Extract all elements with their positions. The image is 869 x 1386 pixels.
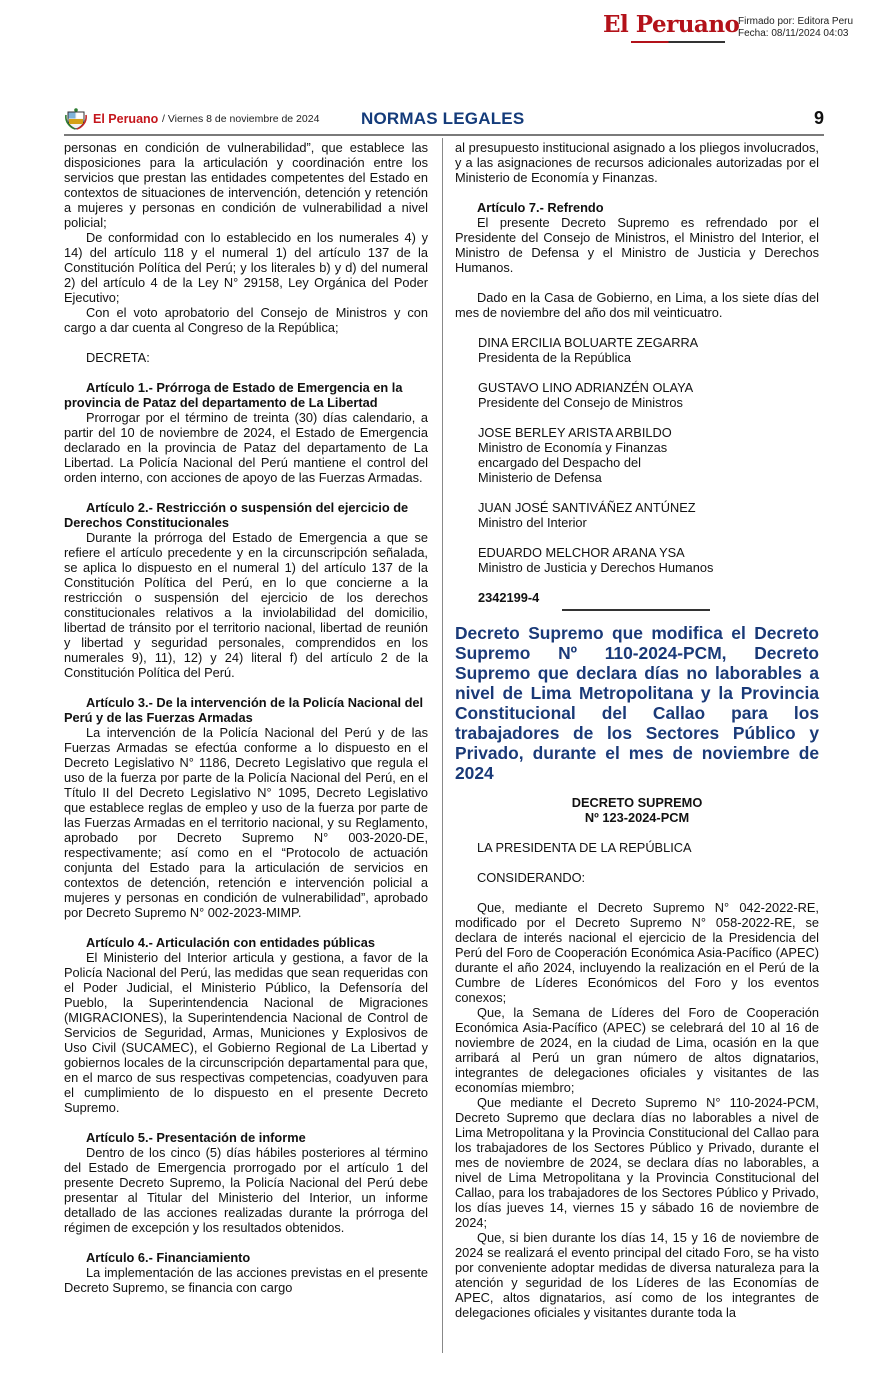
signatory-role: Ministro del Interior bbox=[478, 515, 587, 530]
article-5-title: Artículo 5.- Presentación de informe bbox=[86, 1130, 306, 1145]
article-3-title: Artículo 3.- De la intervención de la Policía Nacional del Perú y de las Fuerzas Armadas bbox=[64, 695, 424, 725]
paragraph: Que, mediante el Decreto Supremo N° 042-2022-RE, modificado por el Decreto Supremo N° 058-2022-RE, se declara de interés nacional el ejercicio de la Presidencia del Perú del Foro de Cooperación Económica Asia-Pacífico (APEC) durante el año 2024, incluyendo la realización en el Perú de la Cumbre de Líderes Económicos del Foro y los eventos conexos; bbox=[455, 899, 819, 1005]
signatory-name: DINA ERCILIA BOLUARTE ZEGARRA bbox=[478, 335, 699, 350]
paragraph: personas en condición de vulnerabilidad”, que establece las disposiciones para la articulación y coordinación entre los servicios que prestan las entidades competentes del Estado en contextos de situaciones de intervención, detención y retención a mujeres y personas en condición de vulnerabilidad a nivel policial; bbox=[64, 140, 428, 230]
signatory-block bbox=[455, 335, 819, 365]
signatory-name: JOSE BERLEY ARISTA ARBILDO bbox=[478, 425, 672, 440]
considerando-heading: CONSIDERANDO: bbox=[477, 869, 586, 885]
decreta-heading: DECRETA: bbox=[86, 350, 150, 365]
norm-title: Decreto Supremo que modifica el Decreto Supremo Nº 110-2024-PCM, Decreto Supremo que declara días no laborables a nivel de Lima Metropolitana y la Provincia Constitucional del Callao para los trabajadores de los Sectores Público y Privado, durante el mes de noviembre de 2024 bbox=[455, 622, 819, 783]
page-number: 9 bbox=[813, 108, 824, 128]
column-divider bbox=[442, 138, 443, 1353]
paragraph: Que mediante el Decreto Supremo N° 110-2024-PCM, Decreto Supremo que declara días no laborables a nivel de Lima Metropolitana y la Provincia Constitucional del Callao para los trabajadores de los Sectores Público y Privado, durante el mes de noviembre de 2024, se declara días no laborables, a nivel de Lima Metropolitana y la Provincia Constitucional del Callao, para los trabajadores de los Sectores Público y Privado, los días jueves 14, viernes 15 y sábado 16 de noviembre de 2024; bbox=[455, 1094, 819, 1230]
signature-date: Fecha: 08/11/2024 04:03 bbox=[738, 28, 849, 39]
decree-label: DECRETO SUPREMO bbox=[571, 794, 703, 810]
norm-code: 2342199-4 bbox=[478, 590, 540, 605]
logo-underline bbox=[631, 41, 725, 43]
article-3-body: La intervención de la Policía Nacional del Perú y de las Fuerzas Armadas se efectúa conforme a lo dispuesto en el Decreto Legislativo N° 1186, Decreto Legislativo que regula el uso de la fuerza por parte de la Policía Nacional del Perú, en el Título II del Decreto Legislativo N° 1095, Decreto Legislativo que establece reglas de empleo y uso de la fuerza por parte de las Fuerzas Armadas en el territorio nacional, y su Reglamento, aprobado por Decreto Supremo N° 003-2020-DE, respectivamente; así como en el “Protocolo de actuación conjunta del Estado para la articulación de servicios en contextos de detención, retención e intervención policial a mujeres y personas en condición de vulnerabilidad”, aprobado por Decreto Supremo N° 002-2023-MIMP. bbox=[64, 725, 428, 920]
right-column bbox=[455, 140, 819, 1320]
coat-of-arms-icon bbox=[64, 107, 88, 131]
article-2-body: Durante la prórroga del Estado de Emergencia a que se refiere el artículo precedente y en la circunscripción señalada, se aplica lo dispuesto en el numeral 1) del artículo 137 de la Constitución Política del Perú, en lo que concierne a la restricción o suspensión del ejercicio de los derechos constitucionales relativos a la inviolabilidad del domicilio, libertad de tránsito por el territorio nacional, libertad de reunión y libertad y seguridad personales, comprendidos en los numerales 9), 11), 12) y 24) literal f) del artículo 2 de la Constitución Política del Perú. bbox=[64, 530, 428, 680]
header-divider bbox=[64, 134, 824, 136]
logo-text: El Peruano bbox=[603, 11, 740, 38]
paragraph: Que, si bien durante los días 14, 15 y 16 de noviembre de 2024 se realizará el evento principal del citado Foro, se ha visto por conveniente adoptar medidas de diversa naturaleza para la atención y seguridad de los Líderes de las Economías de APEC, altos dignatarios, así como de los integrantes de delegaciones oficiales y visitantes durante toda la bbox=[455, 1229, 819, 1320]
article-6-body: La implementación de las acciones previstas en el presente Decreto Supremo, se financia con cargo bbox=[64, 1265, 428, 1295]
signatory-block bbox=[455, 380, 819, 410]
signatory-role: Ministerio de Defensa bbox=[478, 470, 602, 485]
paragraph: Que, la Semana de Líderes del Foro de Cooperación Económica Asia-Pacífico (APEC) se celebrará del 10 al 16 de noviembre de 2024, en la ciudad de Lima, ocasión en la que arribará al Perú un gran número de altos dignatarios, integrantes de delegaciones oficiales y visitantes de las economías miembro; bbox=[455, 1004, 819, 1095]
article-4-title: Artículo 4.- Articulación con entidades públicas bbox=[86, 935, 375, 950]
issue-date: / Viernes 8 de noviembre de 2024 bbox=[162, 113, 320, 125]
section-title: NORMAS LEGALES bbox=[361, 109, 525, 128]
article-6-title: Artículo 6.- Financiamiento bbox=[86, 1250, 251, 1265]
article-2-title: Artículo 2.- Restricción o suspensión del ejercicio de Derechos Constitucionales bbox=[64, 500, 409, 530]
signatory-name: GUSTAVO LINO ADRIANZÉN OLAYA bbox=[478, 380, 694, 395]
article-1-title: Artículo 1.- Prórroga de Estado de Emergencia en la provincia de Pataz del departamento de La Libertad bbox=[64, 380, 403, 410]
signatory-role: Presidente del Consejo de Ministros bbox=[478, 395, 683, 410]
paragraph: De conformidad con lo establecido en los numerales 4) y 14) del artículo 118 y el numeral 1) del artículo 137 de la Constitución Política del Perú; y los literales b) y d) del numeral 2) del artículo 4 de la Ley N° 29158, Ley Orgánica del Poder Ejecutivo; bbox=[64, 230, 428, 305]
publication-name: El Peruano bbox=[93, 112, 159, 126]
issuer-line: LA PRESIDENTA DE LA REPÚBLICA bbox=[477, 839, 692, 855]
article-7-body: El presente Decreto Supremo es refrendado por el Presidente del Consejo de Ministros, el Ministro del Interior, el Ministro de Defensa y el Ministro de Justicia y Derechos Humanos. bbox=[455, 215, 819, 275]
digital-signature bbox=[738, 16, 853, 40]
dado-paragraph: Dado en la Casa de Gobierno, en Lima, a los siete días del mes de noviembre del año dos mil veinticuatro. bbox=[455, 290, 819, 320]
signatory-block bbox=[455, 425, 819, 485]
paragraph: Con el voto aprobatorio del Consejo de Ministros y con cargo a dar cuenta al Congreso de la República; bbox=[64, 305, 428, 335]
article-5-body: Dentro de los cinco (5) días hábiles posteriores al término del Estado de Emergencia prorrogado por el artículo 1 del presente Decreto Supremo, la Policía Nacional del Perú debe presentar al Titular del Ministerio del Interior, un informe detallado de las acciones realizadas durante la prórroga del régimen de excepción y los resultados obtenidos. bbox=[64, 1145, 428, 1235]
article-4-body: El Ministerio del Interior articula y gestiona, a favor de la Policía Nacional del Perú, las medidas que sean requeridas con el Poder Judicial, el Ministerio Público, la Defensoría del Pueblo, la Superintendencia Nacional de Migraciones (MIGRACIONES), la Superintendencia Nacional de Control de Servicios de Seguridad, Armas, Municiones y Explosivos de Uso Civil (SUCAMEC), el Gobierno Regional de La Libertad y gobiernos locales de la circunscripción departamental para que, en el marco de sus respectivas competencias, coadyuven para el cumplimiento de lo dispuesto en el presente Decreto Supremo. bbox=[64, 950, 428, 1115]
article-7-title: Artículo 7.- Refrendo bbox=[477, 200, 604, 215]
signatory-block bbox=[455, 545, 819, 575]
paragraph: al presupuesto institucional asignado a los pliegos involucrados, y a las asignaciones de recursos adicionales autorizadas por el Ministerio de Economía y Finanzas. bbox=[455, 140, 819, 185]
page-header bbox=[64, 104, 824, 134]
article-1-body: Prorrogar por el término de treinta (30) días calendario, a partir del 10 de noviembre de 2024, el Estado de Emergencia declarado en la provincia de Pataz del departamento de La Libertad. La Policía Nacional del Perú mantiene el control del orden interno, con acciones de apoyo de las Fuerzas Armadas. bbox=[64, 410, 428, 485]
signatory-role: encargado del Despacho del bbox=[478, 455, 641, 470]
signatory-role: Presidenta de la República bbox=[478, 350, 631, 365]
signatory-role: Ministro de Economía y Finanzas bbox=[478, 440, 668, 455]
signatory-role: Ministro de Justicia y Derechos Humanos bbox=[478, 560, 714, 575]
signatory-name: EDUARDO MELCHOR ARANA YSA bbox=[478, 545, 685, 560]
signatory-block bbox=[455, 500, 819, 530]
el-peruano-logo bbox=[603, 11, 740, 42]
left-column bbox=[64, 140, 428, 1295]
decree-number: Nº 123-2024-PCM bbox=[584, 809, 690, 825]
signed-by: Firmado por: Editora Peru bbox=[738, 16, 854, 27]
signatory-name: JUAN JOSÉ SANTIVÁÑEZ ANTÚNEZ bbox=[478, 500, 696, 515]
